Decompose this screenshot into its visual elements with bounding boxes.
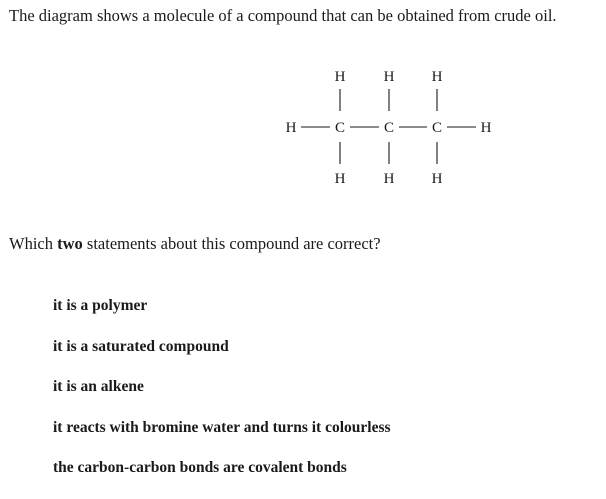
atom-c-2: C	[383, 120, 395, 136]
atom-c-3: C	[431, 120, 443, 136]
option-polymer[interactable]: it is a polymer	[53, 297, 148, 314]
atom-h-bottom-2: H	[383, 171, 395, 187]
atom-h-top-2: H	[383, 69, 395, 85]
atom-h-left: H	[285, 120, 297, 136]
question-emphasis: two	[57, 234, 83, 253]
atom-h-bottom-3: H	[431, 171, 443, 187]
atom-h-top-1: H	[334, 69, 346, 85]
atom-h-bottom-1: H	[334, 171, 346, 187]
atom-h-top-3: H	[431, 69, 443, 85]
molecule-diagram	[270, 60, 510, 190]
propane-structural-formula	[270, 60, 510, 190]
option-covalent-bonds[interactable]: the carbon-carbon bonds are covalent bonds	[53, 459, 347, 476]
question-after: statements about this compound are correct?	[82, 234, 381, 253]
answer-options	[53, 296, 391, 499]
intro-text: The diagram shows a molecule of a compound that can be obtained from crude oil.	[9, 6, 557, 25]
atom-c-1: C	[334, 120, 346, 136]
question-before: Which	[9, 234, 58, 253]
option-bromine-water[interactable]: it reacts with bromine water and turns it colourless	[53, 418, 391, 436]
question-text	[9, 234, 381, 254]
option-alkene[interactable]: it is an alkene	[53, 378, 144, 395]
atom-h-right: H	[480, 120, 492, 136]
option-saturated[interactable]: it is a saturated compound	[53, 337, 229, 355]
